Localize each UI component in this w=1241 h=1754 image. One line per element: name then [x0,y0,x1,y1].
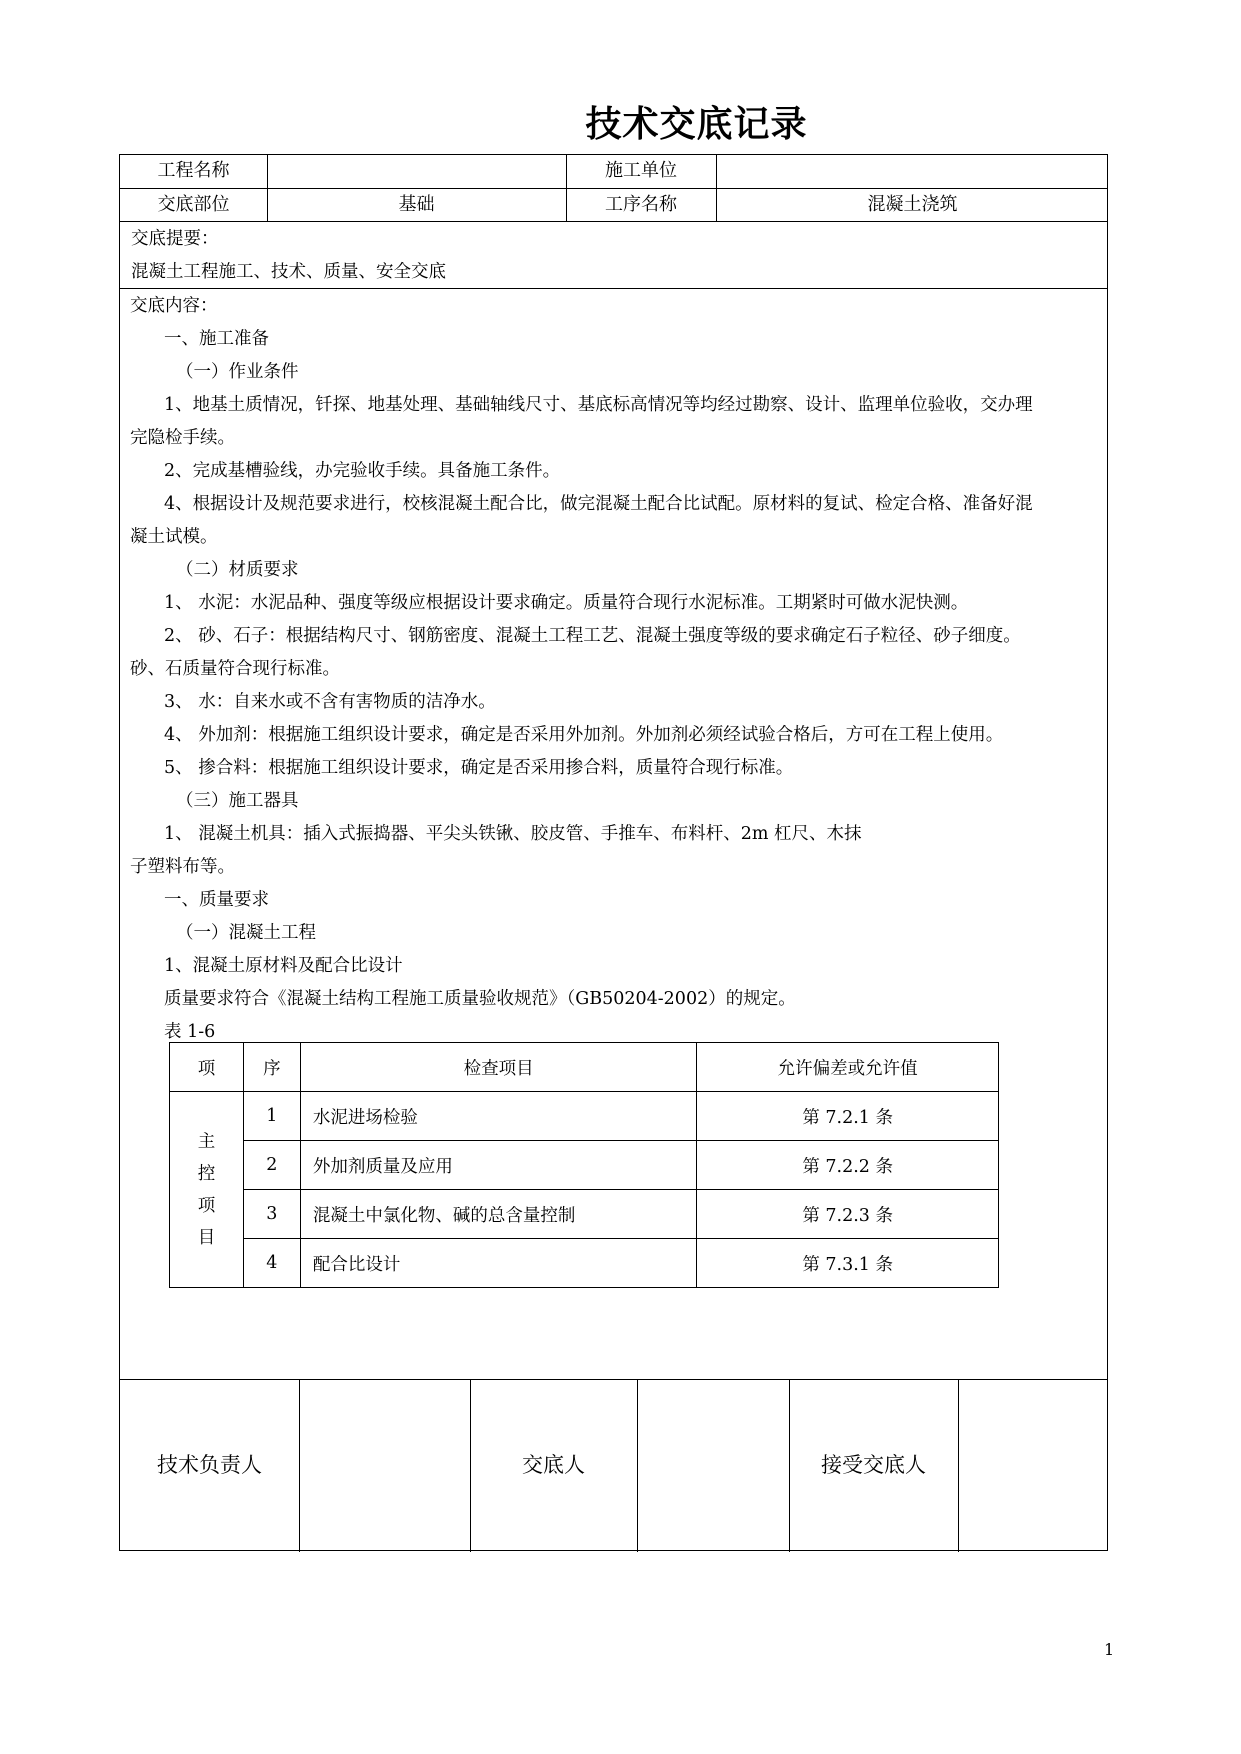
content-line: （一）混凝土工程 [176,923,316,943]
summary-text: 混凝土工程施工、技术、质量、安全交底 [131,262,446,282]
content-line: 5、 掺合料：根据施工组织设计要求，确定是否采用掺合料，质量符合现行标准。 [164,758,794,778]
content-line: 4、 外加剂：根据施工组织设计要求，确定是否采用外加剂。外加剂必须经试验合格后，方可在工程上使用。 [164,725,1004,745]
content-line: 2、完成基槽验线，办完验收手续。具备施工条件。 [164,461,561,481]
project-name-label: 工程名称 [157,160,230,181]
row-seq: 1 [243,1092,300,1141]
process-name-label: 工序名称 [605,194,677,215]
tech-lead-label: 技术负责人 [157,1453,262,1477]
summary-label: 交底提要： [131,229,219,249]
record-form [119,154,1108,1551]
header-seq: 序 [243,1043,300,1092]
row-seq: 2 [243,1141,300,1190]
header-check-item: 检查项目 [300,1043,697,1092]
table-caption: 表 1-6 [164,1022,216,1042]
main-control-group-cell [170,1092,244,1288]
content-line: 子塑料布等。 [130,857,235,877]
content-line: （三）施工器具 [176,791,299,811]
row-value: 第 7.2.2 条 [697,1141,999,1190]
table-row [170,1092,999,1141]
content-section [130,290,1097,1049]
content-line: 完隐检手续。 [130,428,235,448]
receiver-label: 接受交底人 [821,1453,926,1477]
row-value: 第 7.2.1 条 [697,1092,999,1141]
header-category: 项 [170,1043,244,1092]
row-item: 混凝土中氯化物、碱的总含量控制 [300,1190,697,1239]
page-number: 1 [1104,1640,1115,1659]
inspection-table [169,1042,999,1288]
disclosure-part-label: 交底部位 [157,194,230,215]
content-line: 1、地基土质情况，钎探、地基处理、基础轴线尺寸、基底标高情况等均经过勘察、设计、监理单位验收，交办理 [164,395,1033,415]
row-item: 配合比设计 [300,1239,697,1288]
presenter-label: 交底人 [522,1453,585,1477]
table-row [170,1141,999,1190]
content-line: 一、质量要求 [164,890,269,910]
content-line: 1、混凝土原材料及配合比设计 [164,956,403,976]
main-control-label: 主 控 项 目 [197,1131,216,1248]
receiver-signature-field[interactable] [958,1381,1108,1551]
disclosure-part-field: 基础 [398,194,435,215]
row-value: 第 7.3.1 条 [697,1239,999,1288]
content-line: 1、 混凝土机具：插入式振捣器、平尖头铁锹、胶皮管、手推车、布料杆、2m 杠尺、木抹 [164,824,862,844]
content-line: 质量要求符合《混凝土结构工程施工质量验收规范》（GB50204-2002）的规定。 [164,989,796,1009]
process-name-field: 混凝土浇筑 [867,194,958,215]
content-line: 一、施工准备 [164,329,269,349]
document-title: 技术交底记录 [585,104,808,145]
table-row [170,1190,999,1239]
tech-lead-signature-field[interactable] [299,1381,470,1551]
content-line: 砂、石质量符合现行标准。 [130,659,340,679]
row-seq: 3 [243,1190,300,1239]
row-item: 水泥进场检验 [300,1092,697,1141]
row-item: 外加剂质量及应用 [300,1141,697,1190]
content-line: （一）作业条件 [176,362,299,382]
content-line: 1、 水泥：水泥品种、强度等级应根据设计要求确定。质量符合现行水泥标准。工期紧时可做水泥快测。 [164,593,969,613]
table-header-row [170,1043,999,1092]
header-tolerance: 允许偏差或允许值 [697,1043,999,1092]
content-line: 3、 水：自来水或不含有害物质的洁净水。 [164,692,496,712]
content-label: 交底内容： [130,296,218,316]
content-line: 凝土试模。 [130,527,218,547]
row-seq: 4 [243,1239,300,1288]
row-value: 第 7.2.3 条 [697,1190,999,1239]
row-divider [120,221,1107,222]
presenter-signature-field[interactable] [637,1381,789,1551]
content-line: 2、 砂、石子：根据结构尺寸、钢筋密度、混凝土工程工艺、混凝土强度等级的要求确定石子粒径、砂子细度。 [164,626,1021,646]
table-row [170,1239,999,1288]
construction-unit-label: 施工单位 [605,160,677,181]
content-line: 4、根据设计及规范要求进行，校核混凝土配合比，做完混凝土配合比试配。原材料的复试、检定合格、准备好混 [164,494,1033,514]
content-line: （二）材质要求 [176,560,299,580]
